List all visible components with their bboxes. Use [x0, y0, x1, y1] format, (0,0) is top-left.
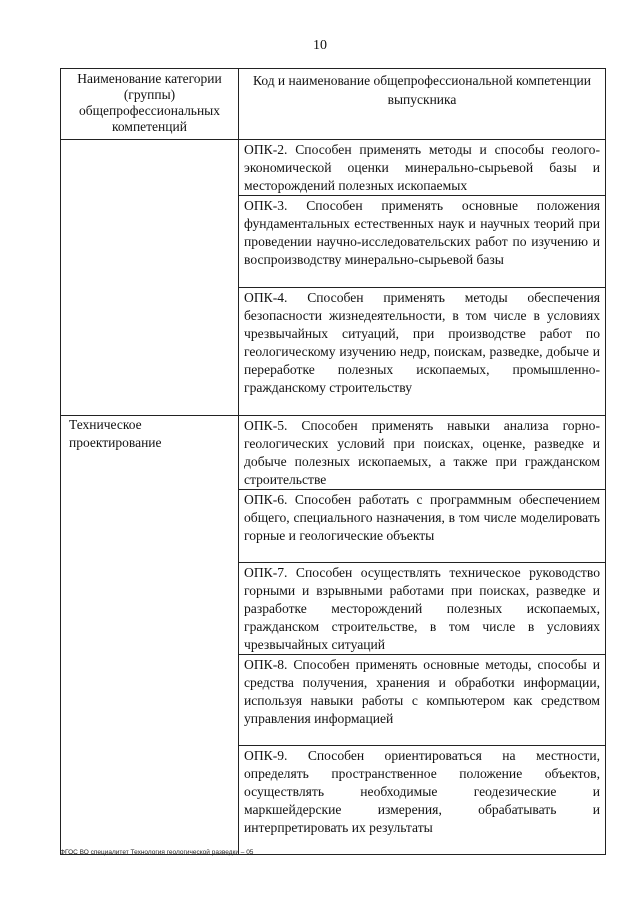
competence-opk-6: ОПК-6. Способен работать с программным обеспечением общего, специального назначения, в том числе моделировать горные и геологические объекты: [239, 490, 606, 563]
category-cell-empty: [61, 140, 239, 416]
competence-opk-2: ОПК-2. Способен применять методы и способы геолого-экономической оценки минерально-сырьевой базы и месторождений полезных ископаемых: [239, 140, 606, 196]
competence-opk-8: ОПК-8. Способен применять основные методы, способы и средства получения, хранения и обработки информации, используя навыки работы с компьютером как средством управления информацией: [239, 655, 606, 746]
table-row: [61, 416, 606, 490]
page-footer: ФГОС ВО специалитет Технология геологической разведки – 05: [60, 849, 254, 856]
header-competence: Код и наименование общепрофессиональной компетенции выпускника: [239, 69, 606, 140]
competence-opk-7: ОПК-7. Способен осуществлять техническое руководство горными и взрывными работами при поисках, разведке и разработке месторождений полезных ископаемых, гражданском строительстве, в том числе в условиях чрезвычайных ситуаций: [239, 563, 606, 655]
header-category: Наименование категории (группы) общепрофессиональных компетенций: [61, 69, 239, 140]
competence-opk-5: ОПК-5. Способен применять навыки анализа горно-геологических условий при поисках, оценке, разведке и добыче полезных ископаемых, а также при гражданском строительстве: [239, 416, 606, 490]
page-number: 10: [313, 38, 327, 53]
competencies-table: [60, 68, 606, 855]
competence-opk-9: ОПК-9. Способен ориентироваться на местности, определять пространственное положение объектов, осуществлять необходимые геодезические и маркшейдерские измерения, обрабатывать и интерпретировать их результаты: [239, 746, 606, 855]
competence-opk-3: ОПК-3. Способен применять основные положения фундаментальных естественных наук и научных теорий при проведении научно-исследовательских работ по изучению и воспроизводству минерально-сырьевой базы: [239, 196, 606, 288]
competence-opk-4: ОПК-4. Способен применять методы обеспечения безопасности жизнедеятельности, в том числе в условиях чрезвычайных ситуаций, при производстве работ по геологическому изучению недр, поискам, разведке, добыче и переработке полезных ископаемых, промышленно-гражданскому строительству: [239, 288, 606, 416]
table-header-row: [61, 69, 606, 140]
category-technical-design: Техническое проектирование: [61, 416, 239, 855]
table-row: [61, 140, 606, 196]
